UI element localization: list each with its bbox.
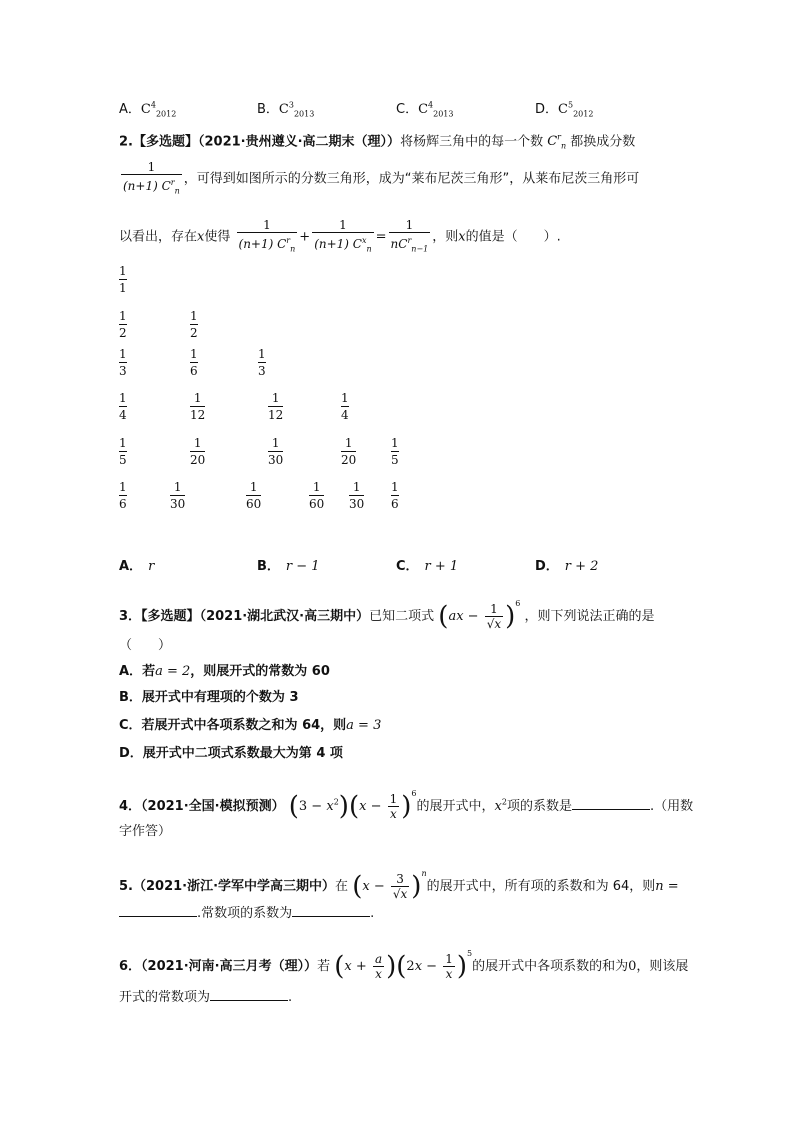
choice-label: A． <box>119 559 143 574</box>
q3-line1: 3．【多选题】（2021·湖北武汉·高三期中）已知二项式 (ax − $\frac{1}{√x}$ )$^6$ ，则下列说法正确的是 <box>119 599 655 632</box>
q4-text: 的展开式中， <box>416 799 495 814</box>
triangle-fraction: $\frac{1}{5}$ <box>119 436 127 467</box>
q1-choice[interactable] <box>396 98 453 119</box>
q2-frac-a: $\frac{1}{(n+1) C^r_n}$ <box>237 218 298 256</box>
choice-label: D． <box>535 559 559 574</box>
choice-value: $C^4_{2013}$ <box>418 100 454 119</box>
q5-blank-n[interactable] <box>119 902 197 917</box>
q2-choice[interactable] <box>257 555 320 574</box>
q4-number: 4． <box>119 799 142 814</box>
q5-source: （2021·浙江·学军中学高三期中） <box>132 879 336 894</box>
triangle-fraction: $\frac{1}{12}$ <box>190 391 206 422</box>
q6-number: 6． <box>119 959 142 974</box>
q6-text2: ，则该展 <box>636 959 689 974</box>
q2-text3a: 以看出，存在 <box>119 229 198 245</box>
q4-line1: 4．（2021·全国·模拟预测） $(3 - x^2)(x$ − $\frac{1}{x}$ )$^6$的展开式中，$x^2$项的系数是 .（用数 <box>119 789 694 822</box>
q2-text1b: 都换成分数 <box>570 134 636 150</box>
q6-line2 <box>119 986 292 1008</box>
q2-text3c: ，则 <box>432 229 459 245</box>
q2-line1 <box>119 128 635 157</box>
triangle-fraction: $\frac{1}{6}$ <box>119 480 127 511</box>
option-math: a = 2 <box>155 664 191 679</box>
option-text: 若展开式中各项系数之和为 64，则 <box>141 718 347 733</box>
triangle-fraction: $\frac{1}{6}$ <box>391 480 399 511</box>
triangle-fraction: $\frac{1}{1}$ <box>119 264 127 295</box>
choice-label: D． <box>535 102 559 117</box>
option-label: C． <box>119 718 142 733</box>
option-text: 展开式中二项式系数最大为第 4 项 <box>142 746 343 761</box>
choice-label: C． <box>396 559 419 574</box>
choice-value: r + 2 <box>564 559 599 574</box>
q5-frac: $\frac{3}{√x}$ <box>392 871 408 901</box>
q3-text: 已知二项式 <box>369 609 435 624</box>
triangle-fraction: $\frac{1}{30}$ <box>170 480 186 511</box>
triangle-fraction: $\frac{1}{2}$ <box>119 309 127 340</box>
triangle-fraction: $\frac{1}{4}$ <box>341 391 349 422</box>
choice-label: B． <box>257 102 279 117</box>
q3-option[interactable] <box>119 662 330 682</box>
q4-frac: $\frac{1}{x}$ <box>389 791 398 821</box>
q2-text1: 将杨辉三角中的每一个数 <box>400 134 544 150</box>
q3-source: （2021·湖北武汉·高三期中） <box>199 609 370 624</box>
option-label: D． <box>119 746 143 761</box>
q3-blank: （ ） <box>119 638 172 653</box>
q2-choice[interactable] <box>535 555 598 574</box>
choice-value: $C^5_{2012}$ <box>558 100 594 119</box>
q6-zero: 0 <box>628 959 637 974</box>
triangle-fraction: $\frac{1}{2}$ <box>190 309 198 340</box>
q2-choice[interactable] <box>119 555 154 574</box>
q3-text-after: ，则下列说法正确的是 <box>524 609 655 624</box>
triangle-fraction: $\frac{1}{4}$ <box>119 391 127 422</box>
q5-text3: . <box>370 906 375 921</box>
q5-text-pre: 在 <box>335 879 349 894</box>
option-label: B． <box>119 690 142 705</box>
q6-source: （2021·河南·高三月考（理）） <box>141 959 318 974</box>
q3-option[interactable] <box>119 688 299 708</box>
q1-choice[interactable] <box>257 98 314 119</box>
option-text-post: ，则展开式的常数为 60 <box>190 664 330 679</box>
option-text: 展开式中有理项的个数为 3 <box>141 690 299 705</box>
q3-option[interactable] <box>119 744 343 764</box>
triangle-fraction: $\frac{1}{3}$ <box>119 347 127 378</box>
q2-text3d: 的值是（ ）. <box>465 229 561 245</box>
q4-answer-blank[interactable] <box>572 795 650 810</box>
choice-value: r <box>148 559 155 574</box>
triangle-fraction: $\frac{1}{5}$ <box>391 436 399 467</box>
triangle-fraction: $\frac{1}{30}$ <box>349 480 365 511</box>
q2-choice[interactable] <box>396 555 458 574</box>
q2-source: （2021·贵州遵义·高二期末（理）） <box>198 134 401 150</box>
choice-value: r − 1 <box>285 559 320 574</box>
q2-line3: 以看出，存在x使得 $\frac{1}{(n+1) C^r_n}$ + $\frac{1}{(n+1) C^x_n}$ = $\frac{1}{nC^r_{n-1}}$ ，则x的值是（ ）. <box>119 218 561 256</box>
q2-frac-b: $\frac{1}{(n+1) C^x_n}$ <box>312 218 373 256</box>
q5-text2: .常数项的系数为 <box>197 906 293 921</box>
q5-blank-const[interactable] <box>292 902 370 917</box>
q5-text: 的展开式中，所有项的系数和为 64，则 <box>426 879 656 894</box>
q2-text2: ，可得到如图所示的分数三角形，成为“莱布尼茨三角形”，从莱布尼茨三角形可 <box>183 171 640 187</box>
q4-text3: .（用数 <box>649 799 694 814</box>
triangle-fraction: $\frac{1}{60}$ <box>246 480 262 511</box>
q2-frac-c: $\frac{1}{nC^r_{n-1}}$ <box>389 218 431 256</box>
q6-text: 的展开式中各项系数的和为 <box>472 959 629 974</box>
q6-text-pre: 若 <box>317 959 331 974</box>
q1-choice[interactable] <box>119 98 176 119</box>
q6-text4: . <box>288 990 293 1005</box>
triangle-fraction: $\frac{1}{3}$ <box>258 347 266 378</box>
triangle-fraction: $\frac{1}{20}$ <box>341 436 357 467</box>
q3-frac: $\frac{1}{√x}$ <box>486 601 502 631</box>
option-text: 若 <box>142 664 156 679</box>
triangle-fraction: $\frac{1}{12}$ <box>268 391 284 422</box>
q2-cnr: $C^r_n$ <box>547 133 567 151</box>
option-math: a = 3 <box>346 718 382 733</box>
q6-line1: 6．（2021·河南·高三月考（理））若 (x + $\frac{a}{x}$ )(2x − $\frac{1}{x}$ )$^5$的展开式中各项系数的和为0，则该展 <box>119 949 689 982</box>
q3-tag: 【多选题】 <box>141 609 200 624</box>
choice-label: A． <box>119 102 141 117</box>
q4-source: （2021·全国·模拟预测） <box>141 799 285 814</box>
choice-value: $C^4_{2012}$ <box>140 100 177 119</box>
q5-line2 <box>119 902 374 924</box>
choice-value: r + 1 <box>424 559 459 574</box>
choice-label: C． <box>396 102 419 117</box>
q6-answer-blank[interactable] <box>210 986 288 1001</box>
choice-value: $C^3_{2013}$ <box>278 100 315 119</box>
q6-frac-a: $\frac{a}{x}$ <box>374 951 383 981</box>
q1-choice[interactable] <box>535 98 593 119</box>
q5-line1: 5.（2021·浙江·学军中学高三期中）在 (x − $\frac{3}{√x}$ )$^n$的展开式中，所有项的系数和为 64，则n = <box>119 869 679 902</box>
q3-number: 3． <box>119 609 142 624</box>
choice-label: B． <box>257 559 280 574</box>
q6-text3: 开式的常数项为 <box>119 990 211 1005</box>
triangle-fraction: $\frac{1}{20}$ <box>190 436 206 467</box>
q2-line2 <box>119 160 639 198</box>
triangle-fraction: $\frac{1}{6}$ <box>190 347 198 378</box>
q4-text4: 字作答） <box>119 824 172 839</box>
triangle-fraction: $\frac{1}{60}$ <box>309 480 325 511</box>
option-label: A． <box>119 664 143 679</box>
q2-tag: 【多选题】 <box>132 134 198 150</box>
triangle-fraction: $\frac{1}{30}$ <box>268 436 284 467</box>
q2-number: 2. <box>119 134 133 150</box>
q6-frac-b: $\frac{1}{x}$ <box>445 951 453 981</box>
q2-text3b: 使得 <box>204 229 231 245</box>
q3-option[interactable] <box>119 716 381 736</box>
q4-text2: 项的系数是 <box>506 799 572 814</box>
q2-frac-1: $\frac{1}{(n+1) C^r_n}$ <box>121 160 182 198</box>
q5-number: 5. <box>119 879 133 894</box>
